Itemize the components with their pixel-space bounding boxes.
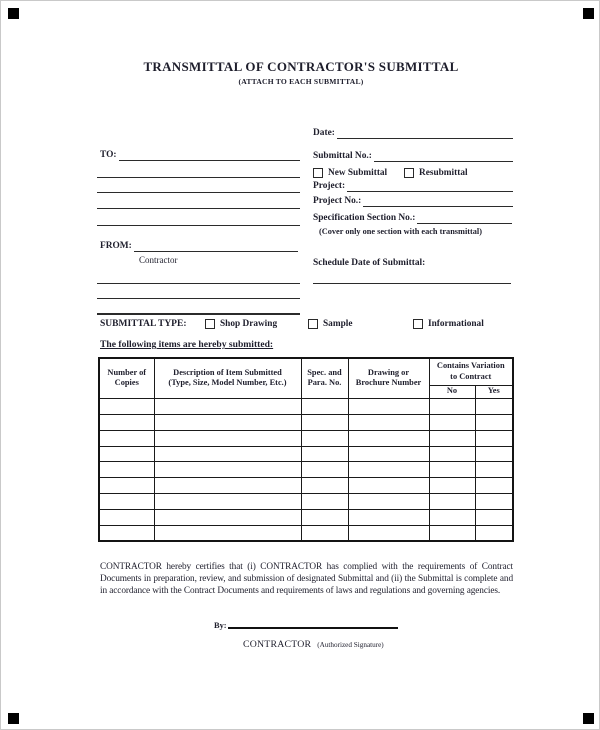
table-cell[interactable] [429,478,475,494]
table-cell[interactable] [429,430,475,446]
from-contractor-sublabel: Contractor [139,255,178,265]
corner-mark-top-right [583,8,594,19]
project-no-label: Project No.: [313,195,362,206]
resubmittal-checkbox-group [404,168,468,178]
table-cell[interactable] [348,462,429,478]
sample-label: Sample [323,319,353,329]
document-subtitle: (ATTACH TO EACH SUBMITTAL) [238,77,364,86]
schedule-date-label: Schedule Date of Submittal: [313,258,426,268]
to-input-line-5[interactable] [97,225,300,226]
signature-caption [243,634,384,652]
table-cell[interactable] [99,414,154,430]
to-label: TO: [100,149,117,160]
new-submittal-label: New Submittal [328,168,388,178]
table-cell[interactable] [301,414,348,430]
spec-section-input-line[interactable] [417,212,512,224]
shop-drawing-checkbox-group [205,319,277,329]
col-header-text: to Contract [450,371,492,381]
project-label: Project: [313,180,346,191]
table-cell[interactable] [154,462,301,478]
col-header-text: Spec. and [307,367,342,377]
table-cell[interactable] [301,430,348,446]
date-field [313,127,513,139]
table-cell[interactable] [429,494,475,510]
table-cell[interactable] [301,494,348,510]
from-input-line-4[interactable] [97,313,300,315]
table-cell[interactable] [475,398,513,414]
from-label: FROM: [100,240,132,251]
corner-mark-bottom-left [8,713,19,724]
table-cell[interactable] [301,478,348,494]
from-input-line[interactable] [134,240,298,252]
col-spec-para-no [301,358,348,398]
table-cell[interactable] [429,510,475,526]
col-header-text: Brochure Number [355,378,422,388]
col-header-text: Copies [114,378,139,388]
table-cell[interactable] [348,446,429,462]
table-row [99,510,513,526]
table-cell[interactable] [301,462,348,478]
items-table [98,357,514,542]
col-header-text: Description of Item Submitted [173,367,282,377]
certification-text: CONTRACTOR hereby certifies that (i) CONTRACTOR has complied with the requirements of Contract Documents in preparation, review, and submission of designated Submittal and (ii) the Submittal is complete and in accordance with the Contract Documents and requirements of laws and regulations and governing agencies. [100,562,513,597]
items-table-caption: The following items are hereby submitted: [100,339,274,350]
table-cell[interactable] [475,446,513,462]
table-cell[interactable] [348,430,429,446]
table-cell[interactable] [475,478,513,494]
col-number-of-copies [99,358,154,398]
col-header-text: (Type, Size, Model Number, Etc.) [168,378,287,388]
table-row [99,478,513,494]
table-cell[interactable] [475,494,513,510]
table-cell[interactable] [99,398,154,414]
table-cell[interactable] [99,525,154,541]
signature-note: (Authorized Signature) [317,641,384,649]
table-cell[interactable] [301,446,348,462]
col-variation-no: No [429,385,475,398]
table-cell[interactable] [348,414,429,430]
table-cell[interactable] [348,525,429,541]
table-row [99,462,513,478]
spec-section-field [313,212,512,224]
to-field [100,149,300,161]
spec-section-label: Specification Section No.: [313,212,416,223]
table-row [99,414,513,430]
table-cell[interactable] [429,414,475,430]
col-drawing-brochure [348,358,429,398]
items-table-header [99,358,513,398]
table-cell[interactable] [475,430,513,446]
submittal-no-label: Submittal No.: [313,150,372,161]
col-variation-yes: Yes [475,385,513,398]
corner-mark-bottom-right [583,713,594,724]
table-cell[interactable] [348,478,429,494]
col-contains-variation [429,358,513,385]
table-cell[interactable] [348,398,429,414]
table-cell[interactable] [429,462,475,478]
project-input-line[interactable] [347,180,513,192]
to-input-line-4[interactable] [97,208,300,209]
date-input-line[interactable] [337,127,513,139]
date-label: Date: [313,127,335,138]
from-field [100,240,298,252]
col-description [154,358,301,398]
table-row [99,494,513,510]
informational-label: Informational [428,319,484,329]
table-cell[interactable] [301,510,348,526]
col-header-text: Number of [107,367,147,377]
table-cell[interactable] [99,446,154,462]
new-submittal-checkbox[interactable] [313,168,323,178]
submittal-no-input-line[interactable] [374,150,513,162]
to-input-line-2[interactable] [97,177,300,178]
table-cell[interactable] [348,494,429,510]
table-cell[interactable] [99,510,154,526]
items-table-body [99,398,513,541]
table-row [99,446,513,462]
table-cell[interactable] [154,525,301,541]
from-input-line-3[interactable] [97,298,300,299]
table-cell[interactable] [154,414,301,430]
table-cell[interactable] [429,446,475,462]
new-submittal-checkbox-group [313,168,387,178]
signature-input-line[interactable] [228,620,398,629]
table-cell[interactable] [154,446,301,462]
table-row [99,430,513,446]
table-cell[interactable] [154,510,301,526]
table-cell[interactable] [475,414,513,430]
to-input-line-3[interactable] [97,192,300,193]
to-input-line[interactable] [119,149,301,161]
table-cell[interactable] [154,478,301,494]
col-header-text: Drawing or [367,367,410,377]
shop-drawing-label: Shop Drawing [220,319,278,329]
schedule-date-input-line[interactable] [313,283,511,284]
resubmittal-label: Resubmittal [419,168,468,178]
project-no-input-line[interactable] [363,195,513,207]
table-cell[interactable] [348,510,429,526]
by-label: By: [214,621,227,630]
table-cell[interactable] [99,430,154,446]
table-cell[interactable] [475,525,513,541]
submittal-type-label: SUBMITTAL TYPE: [100,319,187,329]
project-no-field [313,195,513,207]
table-cell[interactable] [475,462,513,478]
table-cell[interactable] [301,525,348,541]
table-cell[interactable] [99,494,154,510]
spec-section-note: (Cover only one section with each transmittal) [319,227,482,236]
col-header-text: Contains Variation [436,361,505,370]
signature-name: CONTRACTOR [243,639,312,650]
sample-checkbox[interactable] [308,319,318,329]
informational-checkbox[interactable] [413,319,423,329]
sample-checkbox-group [308,319,352,329]
shop-drawing-checkbox[interactable] [205,319,215,329]
table-cell[interactable] [154,398,301,414]
table-cell[interactable] [154,430,301,446]
table-cell[interactable] [301,398,348,414]
table-cell[interactable] [99,462,154,478]
project-field [313,180,513,192]
resubmittal-checkbox[interactable] [404,168,414,178]
table-cell[interactable] [475,510,513,526]
table-row [99,525,513,541]
informational-checkbox-group [413,319,484,329]
table-cell[interactable] [429,398,475,414]
table-row [99,398,513,414]
table-cell[interactable] [154,494,301,510]
col-header-text: Para. No. [307,378,342,388]
submittal-no-field [313,150,513,162]
from-input-line-2[interactable] [97,283,300,284]
table-cell[interactable] [429,525,475,541]
table-cell[interactable] [99,478,154,494]
document-title: TRANSMITTAL OF CONTRACTOR'S SUBMITTAL [143,59,459,74]
corner-mark-top-left [8,8,19,19]
